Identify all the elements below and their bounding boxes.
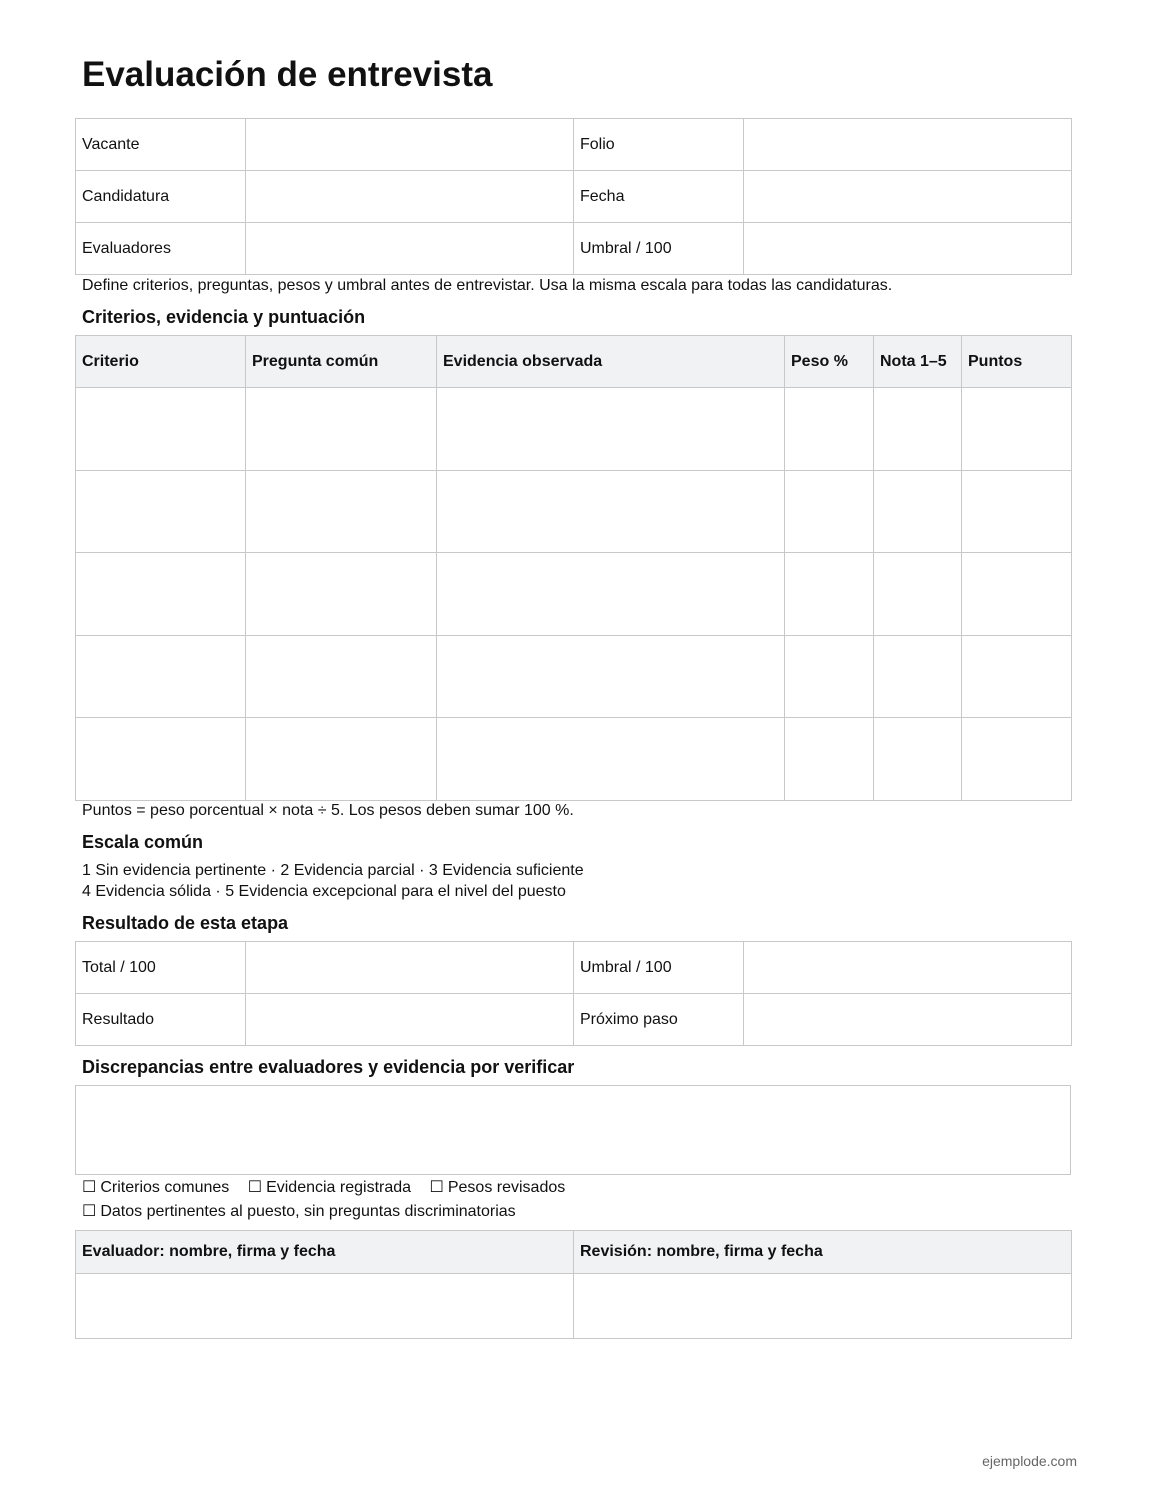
checkbox-icon[interactable]: ☐ xyxy=(429,1179,444,1196)
column-header-criterio: Criterio xyxy=(76,336,246,388)
result-table xyxy=(75,941,1072,1046)
fecha-field[interactable] xyxy=(744,171,1072,223)
check-label: Evidencia registrada xyxy=(266,1179,412,1196)
peso-cell[interactable] xyxy=(785,388,874,471)
result-row xyxy=(76,942,1072,994)
candidatura-label: Candidatura xyxy=(76,171,246,223)
criterio-cell[interactable] xyxy=(76,553,246,636)
pregunta-cell[interactable] xyxy=(246,635,437,718)
column-header-puntos: Puntos xyxy=(962,336,1072,388)
footer-source: ejemplode.com xyxy=(982,1453,1077,1469)
fecha-label: Fecha xyxy=(574,171,744,223)
evaluator-signature-header: Evaluador: nombre, firma y fecha xyxy=(76,1231,574,1274)
info-row xyxy=(76,223,1072,275)
signature-table xyxy=(75,1230,1072,1339)
review-signature-field[interactable] xyxy=(574,1274,1072,1339)
page-title: Evaluación de entrevista xyxy=(82,55,493,94)
candidatura-field[interactable] xyxy=(246,171,574,223)
evidencia-cell[interactable] xyxy=(437,718,785,801)
evaluator-signature-field[interactable] xyxy=(76,1274,574,1339)
criteria-table xyxy=(75,335,1072,801)
total-field[interactable] xyxy=(246,942,574,994)
column-header-nota: Nota 1–5 xyxy=(874,336,962,388)
peso-cell[interactable] xyxy=(785,553,874,636)
proximo-paso-field[interactable] xyxy=(744,994,1072,1046)
scale-line-1: 1 Sin evidencia pertinente · 2 Evidencia parcial · 3 Evidencia suficiente xyxy=(82,862,584,879)
vacante-field[interactable] xyxy=(246,119,574,171)
total-label: Total / 100 xyxy=(76,942,246,994)
peso-cell[interactable] xyxy=(785,635,874,718)
scale-line-2: 4 Evidencia sólida · 5 Evidencia excepcional para el nivel del puesto xyxy=(82,883,566,900)
info-row xyxy=(76,171,1072,223)
evaluadores-label: Evaluadores xyxy=(76,223,246,275)
criterio-cell[interactable] xyxy=(76,635,246,718)
folio-label: Folio xyxy=(574,119,744,171)
checklist-line-2 xyxy=(82,1201,530,1223)
nota-cell[interactable] xyxy=(874,553,962,636)
pregunta-cell[interactable] xyxy=(246,388,437,471)
checklist-line-1 xyxy=(82,1177,579,1199)
signature-row xyxy=(76,1274,1072,1339)
table-row xyxy=(76,388,1072,471)
check-item-datos[interactable] xyxy=(82,1201,516,1223)
puntos-cell[interactable] xyxy=(962,553,1072,636)
pregunta-cell[interactable] xyxy=(246,718,437,801)
puntos-cell[interactable] xyxy=(962,388,1072,471)
evaluadores-field[interactable] xyxy=(246,223,574,275)
evidencia-cell[interactable] xyxy=(437,388,785,471)
formula-note: Puntos = peso porcentual × nota ÷ 5. Los pesos deben sumar 100 %. xyxy=(82,802,574,819)
header-info-table xyxy=(75,118,1072,275)
vacante-label: Vacante xyxy=(76,119,246,171)
column-header-pregunta: Pregunta común xyxy=(246,336,437,388)
check-label: Pesos revisados xyxy=(447,1179,566,1196)
evidencia-cell[interactable] xyxy=(437,470,785,553)
umbral-field[interactable] xyxy=(744,223,1072,275)
check-label: Datos pertinentes al puesto, sin preguntas discriminatorias xyxy=(100,1203,516,1220)
result-umbral-field[interactable] xyxy=(744,942,1072,994)
evidencia-cell[interactable] xyxy=(437,553,785,636)
checkbox-icon[interactable]: ☐ xyxy=(82,1179,97,1196)
scale-section-title: Escala común xyxy=(82,832,204,852)
criterio-cell[interactable] xyxy=(76,718,246,801)
table-row xyxy=(76,718,1072,801)
check-item-pesos[interactable] xyxy=(430,1177,566,1199)
criteria-section-title: Criterios, evidencia y puntuación xyxy=(82,307,366,327)
table-row xyxy=(76,470,1072,553)
check-item-evidencia[interactable] xyxy=(248,1177,411,1199)
proximo-paso-label: Próximo paso xyxy=(574,994,744,1046)
result-section-title: Resultado de esta etapa xyxy=(82,913,289,933)
checkbox-icon[interactable]: ☐ xyxy=(247,1179,263,1196)
puntos-cell[interactable] xyxy=(962,470,1072,553)
review-signature-header: Revisión: nombre, firma y fecha xyxy=(574,1231,1072,1274)
table-row xyxy=(76,553,1072,636)
peso-cell[interactable] xyxy=(785,718,874,801)
discrepancies-section-title: Discrepancias entre evaluadores y evidencia por verificar xyxy=(82,1057,575,1077)
nota-cell[interactable] xyxy=(874,718,962,801)
check-label: Criterios comunes xyxy=(100,1179,230,1196)
peso-cell[interactable] xyxy=(785,470,874,553)
nota-cell[interactable] xyxy=(874,470,962,553)
column-header-evidencia: Evidencia observada xyxy=(437,336,785,388)
result-row xyxy=(76,994,1072,1046)
pregunta-cell[interactable] xyxy=(246,553,437,636)
discrepancies-field[interactable] xyxy=(75,1085,1071,1175)
signature-header-row xyxy=(76,1231,1072,1274)
criteria-header-row xyxy=(76,336,1072,388)
resultado-field[interactable] xyxy=(246,994,574,1046)
info-row xyxy=(76,119,1072,171)
check-item-criterios[interactable] xyxy=(82,1177,229,1199)
nota-cell[interactable] xyxy=(874,388,962,471)
pregunta-cell[interactable] xyxy=(246,470,437,553)
result-umbral-label: Umbral / 100 xyxy=(574,942,744,994)
evidencia-cell[interactable] xyxy=(437,635,785,718)
instructions-text: Define criterios, preguntas, pesos y umbral antes de entrevistar. Usa la misma escala para todas las candidaturas. xyxy=(82,277,893,294)
table-row xyxy=(76,635,1072,718)
folio-field[interactable] xyxy=(744,119,1072,171)
umbral-label: Umbral / 100 xyxy=(574,223,744,275)
column-header-peso: Peso % xyxy=(785,336,874,388)
criterio-cell[interactable] xyxy=(76,388,246,471)
checkbox-icon[interactable]: ☐ xyxy=(82,1203,97,1220)
puntos-cell[interactable] xyxy=(962,635,1072,718)
nota-cell[interactable] xyxy=(874,635,962,718)
criterio-cell[interactable] xyxy=(76,470,246,553)
puntos-cell[interactable] xyxy=(962,718,1072,801)
resultado-label: Resultado xyxy=(76,994,246,1046)
